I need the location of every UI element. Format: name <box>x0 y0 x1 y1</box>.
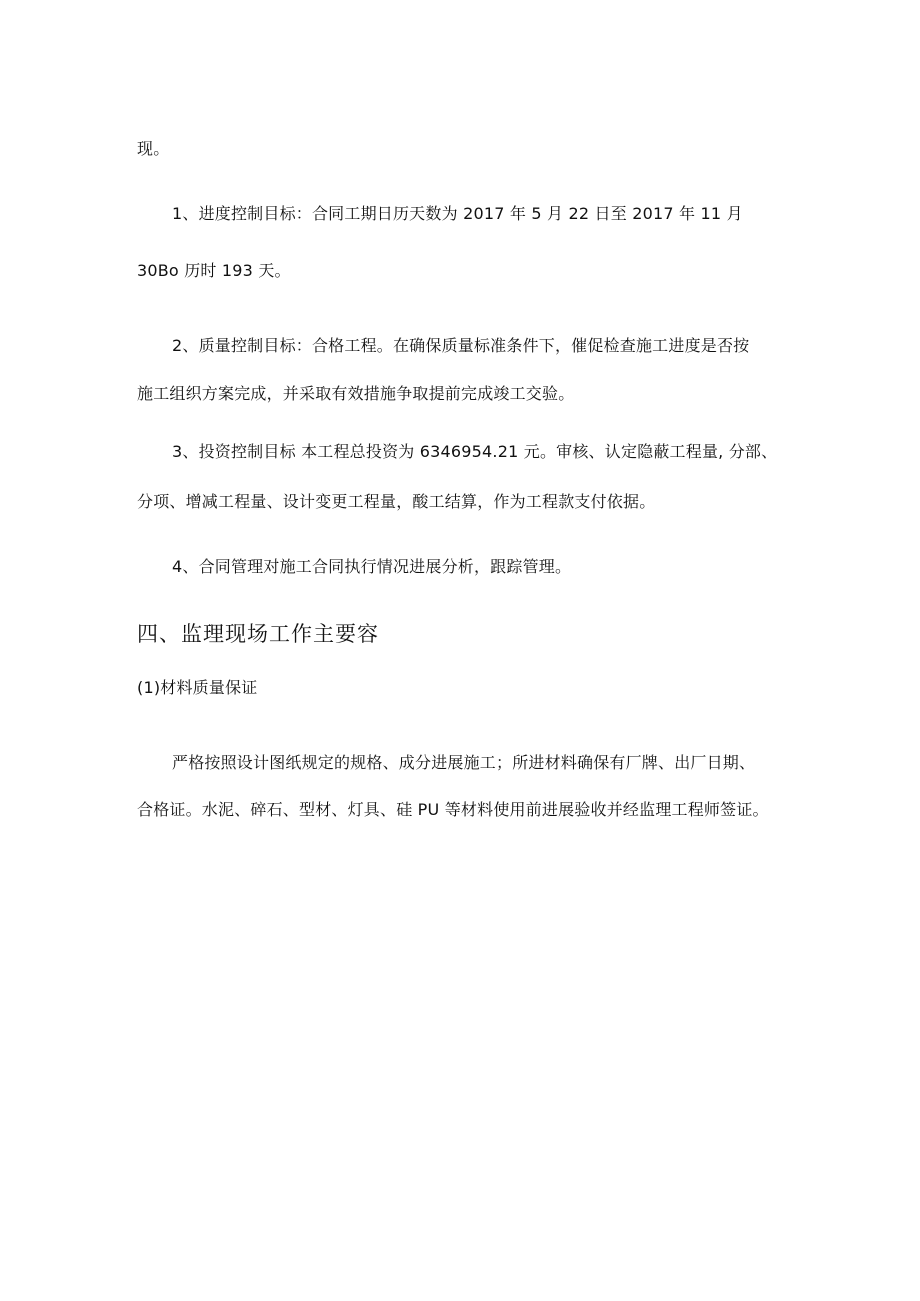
paragraph-4-line-1: 4、合同管理对施工合同执行情况进展分析，跟踪管理。 <box>172 557 572 576</box>
paragraph-2-line-1: 2、质量控制目标：合格工程。在确保质量标准条件下，催促检查施工进度是否按 <box>172 336 750 355</box>
paragraph-2-line-2: 施工组织方案完成，并采取有效措施争取提前完成竣工交验。 <box>137 384 575 403</box>
paragraph-1-line-2: 30Bo 历时 193 天。 <box>137 261 291 280</box>
paragraph-3-line-1: 3、投资控制目标 本工程总投资为 6346954.21 元。审核、认定隐蔽工程量, 分部、 <box>172 442 778 461</box>
paragraph-5-line-1: 严格按照设计图纸规定的规格、成分进展施工；所进材料确保有厂牌、出厂日期、 <box>172 753 756 772</box>
section-heading: 四、监理现场工作主要容 <box>137 622 379 646</box>
paragraph-5-line-2: 合格证。水泥、碎石、型材、灯具、硅 PU 等材料使用前进展验收并经监理工程师签证。 <box>137 800 769 819</box>
paragraph-3-line-2: 分项、增减工程量、设计变更工程量，酸工结算，作为工程款支付依据。 <box>137 492 656 511</box>
paragraph-1-line-1: 1、进度控制目标：合同工期日历天数为 2017 年 5 月 22 日至 2017 年 11 月 <box>172 204 743 223</box>
paragraph-0-line-1: 现。 <box>137 139 170 158</box>
subsection-heading: (1)材料质量保证 <box>137 678 258 697</box>
